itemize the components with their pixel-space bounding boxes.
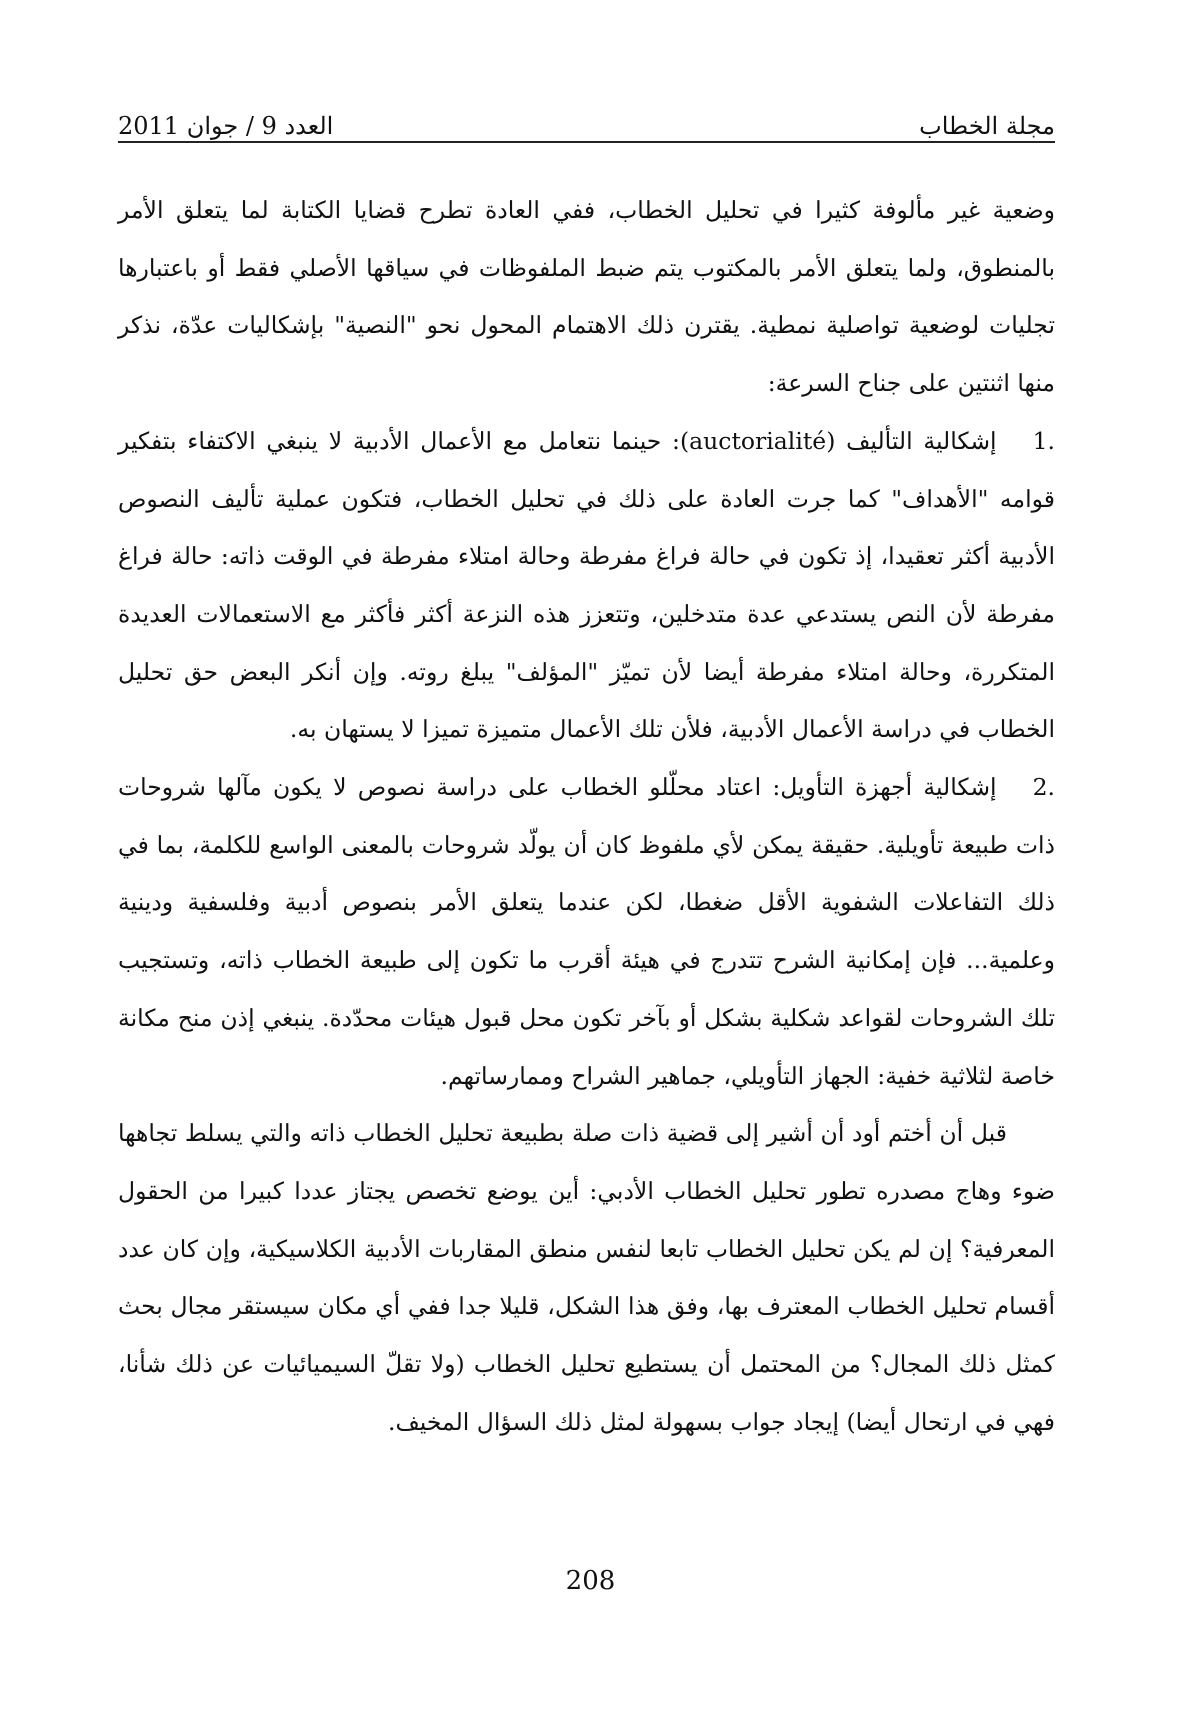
paragraph-conclusion: قبل أن أختم أود أن أشير إلى قضية ذات صلة بطبيعة تحليل الخطاب ذاته والتي يسلط تجاهها ضوء وهاج مصدره تطور تحليل الخطاب الأدبي: أين يوضع تخصص يجتاز عددا كبيرا من الحقول المعرفية؟ إن لم يكن تحليل الخطاب تابعا لنفس منطق المقاربات الأدبية الكلاسيكية، وإن كان عدد أقسام تحليل الخطاب المعترف بها، وفق هذا الشكل، قليلا جدا ففي أي مكان سيستقر مجال بحث كمثل ذلك المجال؟ من المحتمل أن يستطيع تحليل الخطاب (ولا تقلّ السيميائيات عن ذلك شأنا، فهي في ارتحال أيضا) إيجاد جواب بسهولة لمثل ذلك السؤال المخيف. — [118, 1119, 1055, 1436]
list-item-2 — [118, 759, 1055, 1105]
paragraph-intro: وضعية غير مألوفة كثيرا في تحليل الخطاب، ففي العادة تطرح قضايا الكتابة لما يتعلق الأمر بالمنطوق، ولما يتعلق الأمر بالمكتوب يتم ضبط الملفوظات في سياقها الأصلي فقط أو باعتبارها تجليات لوضعية تواصلية نمطية. يقترن ذلك الاهتمام المحول نحو "النصية" بإشكاليات عدّة، نذكر منها اثنتين على جناح السرعة: — [118, 196, 1055, 398]
issue-info: العدد 9 / جوان 2011 — [118, 112, 334, 140]
article-body — [118, 182, 1055, 1451]
list-text-1: إشكالية التأليف (auctorialité): حينما نتعامل مع الأعمال الأدبية لا ينبغي الاكتفاء بتفكير قوامه "الأهداف" كما جرت العادة على ذلك في تحليل الخطاب، فتكون عملية تأليف النصوص الأدبية أكثر تعقيدا، إذ تكون في حالة فراغ مفرطة وحالة امتلاء مفرطة في الوقت ذاته: حالة فراغ مفرطة لأن النص يستدعي عدة متدخلين، وتتعزز هذه النزعة أكثر فأكثر مع الاستعمالات العديدة المتكررة، وحالة امتلاء مفرطة أيضا لأن تميّز "المؤلف" يبلغ روته. وإن أنكر البعض حق تحليل الخطاب في دراسة الأعمال الأدبية، فلأن تلك الأعمال متميزة تميزا لا يستهان به. — [118, 426, 1055, 744]
list-number-1: 1. — [1032, 426, 1055, 455]
page-number: 208 — [565, 1566, 616, 1596]
page-header — [118, 100, 1055, 140]
header-rule — [118, 141, 1055, 143]
list-number-2: 2. — [1032, 773, 1055, 802]
list-text-2: إشكالية أجهزة التأويل: اعتاد محلّلو الخطاب على دراسة نصوص لا يكون مآلها شروحات ذات طبيعة تأويلية. حقيقة يمكن لأي ملفوظ كان أن يولّد شروحات بالمعنى الواسع للكلمة، بما في ذلك التفاعلات الشفوية الأقل ضغطا، لكن عندما يتعلق الأمر بنصوص أدبية وفلسفية ودينية وعلمية... فإن إمكانية الشرح تتدرج في هيئة أقرب ما تكون إلى طبيعة الخطاب ذاته، وتستجيب تلك الشروحات لقواعد شكلية بشكل أو بآخر تكون محل قبول هيئات محدّدة. ينبغي إذن منح مكانة خاصة لثلاثية خفية: الجهاز التأويلي، جماهير الشراح وممارساتهم. — [118, 773, 1055, 1090]
list-item-1 — [118, 413, 1055, 759]
journal-title: مجلة الخطاب — [919, 112, 1055, 140]
